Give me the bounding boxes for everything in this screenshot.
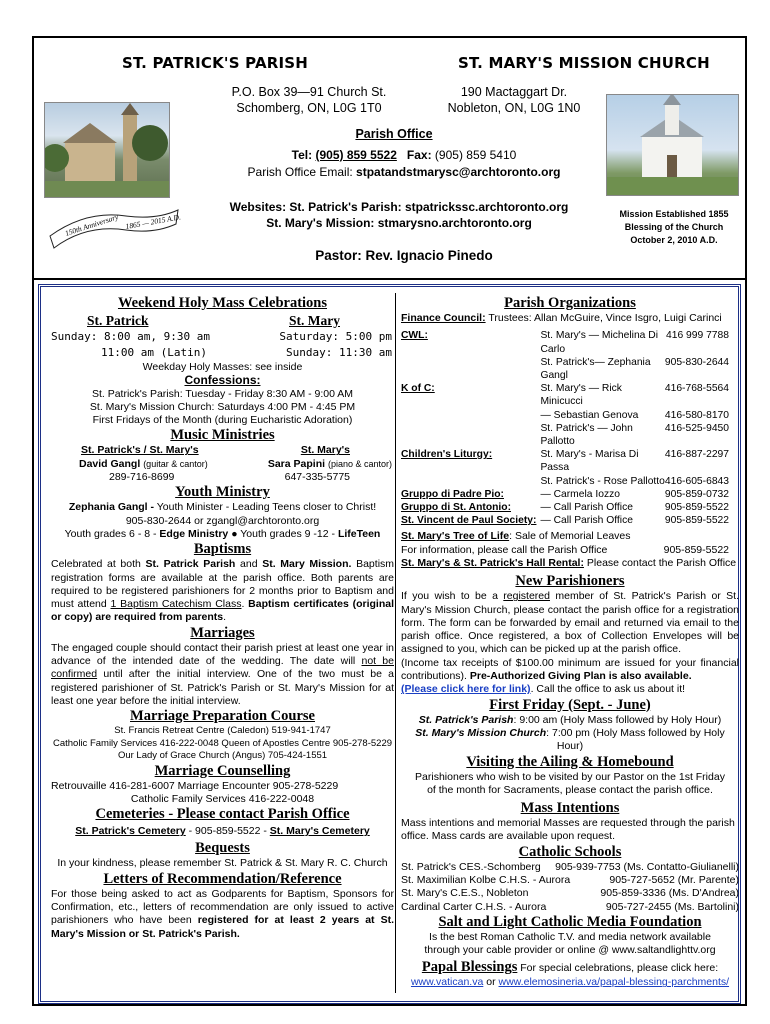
marriage-prep-title: Marriage Preparation Course [130,708,315,725]
edge-ministry: Edge Ministry [159,527,229,540]
org-contact: — Call Parish Office [540,515,633,527]
school-contact: 905-939-7753 (Ms. Contatto-Giulianelli) [555,860,739,873]
counselling-2: Catholic Family Services 416-222-0048 [130,793,315,806]
org-name: CWL: [401,330,428,342]
org-name [401,409,540,422]
org-row [401,329,739,355]
mass-intentions-text: Mass intentions and memorial Masses are requested through the parish office. Mass cards are available upon request. [401,817,735,843]
baptisms-title: Baptisms [193,541,252,558]
tel-fax-line [214,148,594,162]
st-mary-address-line1: 190 Mactaggart Dr. [460,85,568,99]
st-mary-mass-times-1: Saturday: 5:00 pm [279,330,392,343]
marriage-prep-1: St. Francis Retreat Centre (Caledon) 519-941-1747 [114,725,331,737]
salt-light-title: Salt and Light Catholic Media Foundation [438,913,702,930]
org-phone: 416-525-9450 [664,422,729,434]
youth-grades-b: ● Youth grades 9 -12 - [231,527,336,540]
org-contact: — Call Parish Office [540,501,633,513]
music-left-name: David Gangl [79,457,141,470]
school-name: St. Patrick's CES.-Schomberg [401,860,541,873]
org-name [401,475,540,488]
papal-blessings-title: Papal Blessings [421,959,518,976]
youth-minister-desc: Youth Minister - Leading Teens closer to Christ! [156,501,377,514]
letters-title: Letters of Recommendation/Reference [103,870,342,887]
right-column [401,295,739,990]
cemeteries-title: Cemeteries - Please contact Parish Office [95,806,350,823]
st-mary-address-line2: Nobleton, ON, L0G 1N0 [447,101,581,115]
blessing-line1: Blessing of the Church [624,222,724,232]
websites [184,199,614,231]
finance-council-label: Finance Council: [401,312,486,324]
vatican-link[interactable]: www.vatican.va [410,976,484,989]
ailing-text: Parishioners who wish to be visited by our Pastor on the 1st Friday of the month for Sacraments, please contact the parish office. [415,770,725,796]
ribbon-text-1: 150th Anniversary [63,212,120,238]
org-contact: St. Mary's — Rick Minicucci [540,383,622,408]
school-name: St. Mary's C.E.S., Nobleton [401,887,529,900]
ff-st-mary-time: : 7:00 pm (Holy Mass followed by Holy Hour) [546,726,725,753]
st-patrick-mass-times-1: Sunday: 8:00 am, 9:30 am [51,330,210,343]
organizations-title: Parish Organizations [504,295,636,311]
org-name [401,356,540,382]
ff-st-patrick: St. Patrick's Parish [418,713,514,726]
counselling-title: Marriage Counselling [154,762,291,779]
org-contact: — Sebastian Genova [540,409,639,421]
mass-intentions-title: Mass Intentions [520,800,620,817]
tree-of-life-info: For information, please call the Parish Office [401,543,608,556]
youth-title: Youth Ministry [175,484,270,501]
school-name: Cardinal Carter C.H.S. - Aurora [401,900,547,913]
giving-plan-link[interactable]: (Please click here for link) [401,683,531,696]
org-contact: St. Patrick's — John Pallotto [540,422,633,447]
org-name: K of C: [401,383,435,395]
youth-contact: 905-830-2644 or zgangl@archtoronto.org [125,514,320,527]
hall-rental-label: St. Mary's & St. Patrick's Hall Rental: [401,556,584,569]
org-phone: 905-859-5522 [664,515,729,527]
school-contact: 905-727-2455 (Ms. Bartolini) [605,900,739,913]
school-contact: 905-727-5652 (Mr. Parente) [609,873,739,886]
st-mary-title: ST. MARY'S MISSION CHURCH [458,54,710,72]
tree-of-life-label: St. Mary's Tree of Life [401,530,510,543]
tree-of-life-phone: 905-859-5522 [663,543,729,556]
org-phone: 416-580-8170 [664,409,729,421]
fax-number: (905) 859 5410 [434,148,517,162]
st-patrick-cemetery: St. Patrick's Cemetery [75,825,186,838]
st-mary-address [419,84,609,116]
email-address[interactable]: stpatandstmarysc@archtoronto.org [356,165,561,179]
org-phone: 905-859-5522 [664,501,729,513]
st-mary-church-photo [606,94,739,196]
cemetery-phone: - 905-859-5522 - [188,825,267,838]
new-parishioners-title: New Parishioners [515,573,625,590]
header [34,38,745,280]
org-row [401,356,739,382]
first-friday-title: First Friday (Sept. - June) [489,696,651,713]
weekday-masses: Weekday Holy Masses: see inside [142,361,303,373]
st-patrick-address-line1: P.O. Box 39—91 Church St. [231,85,387,99]
tel-label: Tel: [291,148,313,162]
content-frame [38,284,741,1004]
mission-info [607,208,741,247]
org-contact: — Carmela Iozzo [540,488,620,500]
ailing-title: Visiting the Ailing & Homebound [466,753,674,770]
elemosineria-link[interactable]: www.elemosineria.va/papal-blessing-parchments/ [498,976,730,989]
ribbon-text-2: 1865 — 2015 A.D. [124,212,181,231]
mission-established: Mission Established 1855 [619,209,729,219]
music-right-phone: 647-335-5775 [284,471,350,484]
org-row [401,409,739,422]
baptisms-text: Celebrated at both St. Patrick Parish and St. Mary Mission. Baptism registration forms are available at the parish office. Both parents are required to be registered parishioners for 2 months prior to Baptism and must attend 1 Baptism Catechism Class. Baptism certificates (original or copy) are required from parents. [51,558,395,624]
marriages-title: Marriages [190,624,255,641]
lifeteen: LifeTeen [337,527,381,540]
org-contact: St. Mary's - Marisa Di Passa [540,449,639,474]
org-name: Gruppo di St. Antonio: [401,501,511,513]
org-row [401,422,739,448]
left-column [51,295,394,941]
org-name: Gruppo di Padre Pio: [401,488,504,500]
st-patrick-label: St. Patrick [87,313,149,328]
org-phone: 905-859-0732 [664,488,729,500]
org-contact: St. Mary's — Michelina Di Carlo [540,330,658,355]
st-mary-cemetery: St. Mary's Cemetery [269,825,370,838]
st-patrick-church-photo [44,102,170,198]
org-name [401,422,540,448]
music-right-name: Sara Papini [267,457,326,470]
confessions-title: Confessions: [184,373,261,388]
bequests-text: In your kindness, please remember St. Patrick & St. Mary R. C. Church [57,857,388,870]
parish-office-heading: Parish Office [355,127,433,141]
org-phone: 905-830-2644 [664,356,729,368]
music-left-phone: 289-716-8699 [109,471,175,484]
org-phone: 416-605-6843 [664,475,729,487]
tree-of-life-text: : Sale of Memorial Leaves [509,530,631,543]
org-row [401,488,739,501]
website-st-mary[interactable]: St. Mary's Mission: stmarysno.archtoronto.org [266,216,532,230]
fax-label: Fax: [406,148,432,162]
music-title: Music Ministries [170,427,275,444]
letters-text: For those being asked to act as Godparents for Baptism, Sponsors for Confirmation, etc., letters of recommendation are only issued to active parishioners who have been registered for at least 2 years at St. Mary's Mission or St. Patrick's Parish. [51,887,395,940]
org-phone: 416-887-2297 [664,449,729,461]
marriage-prep-2: Catholic Family Services 416-222-0048 Queen of Apostles Centre 905-278-5229 [52,737,393,749]
page-border [32,36,747,1006]
finance-council-text: Trustees: Allan McGuire, Vince Isgro, Luigi Carinci [488,312,722,324]
org-row [401,448,739,474]
website-st-patrick[interactable]: Websites: St. Patrick's Parish: stpatrickssc.archtoronto.org [229,200,569,214]
st-patrick-mass-times-2: 11:00 am (Latin) [101,346,207,359]
st-patrick-address [184,84,434,116]
ff-st-mary: St. Mary's Mission Church [415,726,547,739]
school-row [401,861,739,874]
music-right-role: (piano & cantor) [327,458,392,469]
salt-light-text: Is the best Roman Catholic T.V. and media network available through your cable provider or online @ www.saltandlighttv.org [424,930,716,957]
email-label: Parish Office Email: [247,165,353,179]
tel-number[interactable]: (905) 859 5522 [315,148,397,162]
anniversary-ribbon [46,206,181,250]
school-row [401,874,739,887]
school-name: St. Maximilian Kolbe C.H.S. - Aurora [401,873,571,886]
pastor: Pastor: Rev. Ignacio Pinedo [315,248,493,263]
st-mary-mass-times-2: Sunday: 11:30 am [286,346,392,359]
org-contact: St. Patrick's— Zephania Gangl [540,356,651,381]
blessing-line2: October 2, 2010 A.D. [630,235,718,245]
bequests-title: Bequests [195,840,250,857]
school-row [401,887,739,900]
papal-or: or [486,976,496,989]
st-mary-label: St. Mary [289,313,340,328]
new-parishioners-text: If you wish to be a registered member of St. Patrick's Parish or St. Mary's Mission Church, please contact the parish office for a registration form. The form can be forwarded by email and returned via email to the parish office. Once registered, a box of Collection Envelopes will be assigned to you, which can be picked up at the parish office. (Income tax receipts of $100.00 minimum are issued for your financial contributions). Pre-Authorized Giving Plan is also available. (Please click here for link). Call the office to ask us about it! [401,590,739,696]
org-phone: 416 999 7788 [666,330,729,342]
confessions-1: St. Patrick's Parish: Tuesday - Friday 8:30 AM - 9:00 AM [91,387,354,400]
confessions-3: First Fridays of the Month (during Eucharistic Adoration) [92,414,353,427]
org-row [401,514,739,527]
column-divider [395,293,396,993]
youth-grades-a: Youth grades 6 - 8 - [64,527,157,540]
org-name: Children's Liturgy: [401,449,493,461]
school-contact: 905-859-3336 (Ms. D'Andrea) [600,887,739,900]
schools-title: Catholic Schools [518,843,622,860]
org-name: St. Vincent de Paul Society: [401,515,537,527]
schools-list [401,861,739,914]
ff-st-patrick-time: : 9:00 am (Holy Mass followed by Holy Hour) [513,713,722,726]
marriages-text: The engaged couple should contact their parish priest at least one year in advance of the intended date of the wedding. The date will not be confirmed until after the initial interview. One of the two must be a registered parishioner of St. Patrick's Parish or St. Mary's Mission for at least one year before the initial interview. [51,641,395,707]
music-left-head: St. Patrick's / St. Mary's [81,444,199,457]
email-line [194,165,614,179]
music-right-head: St. Mary's [300,444,350,457]
mass-title: Weekend Holy Mass Celebrations [117,295,328,311]
org-contact: St. Patrick's - Rose Pallotto [540,475,665,487]
org-phone: 416-768-5564 [664,383,729,395]
org-row [401,501,739,514]
school-row [401,901,739,914]
music-left-role: (guitar & cantor) [143,458,208,469]
organizations-table [401,329,739,527]
counselling-1: Retrouvaille 416-281-6007 Marriage Encounter 905-278-5229 [51,779,339,792]
hall-rental-text: Please contact the Parish Office [586,556,737,569]
youth-minister-name: Zephania Gangl - [68,501,154,514]
confessions-2: St. Mary's Mission Church: Saturdays 4:00 PM - 4:45 PM [89,400,356,413]
papal-blessings-text: For special celebrations, please click here: [520,962,719,975]
st-patrick-address-line2: Schomberg, ON, L0G 1T0 [236,101,382,115]
marriage-prep-3: Our Lady of Grace Church (Angus) 705-424-1551 [117,750,328,762]
org-row [401,475,739,488]
st-patrick-title: ST. PATRICK'S PARISH [122,54,309,72]
org-row [401,382,739,408]
